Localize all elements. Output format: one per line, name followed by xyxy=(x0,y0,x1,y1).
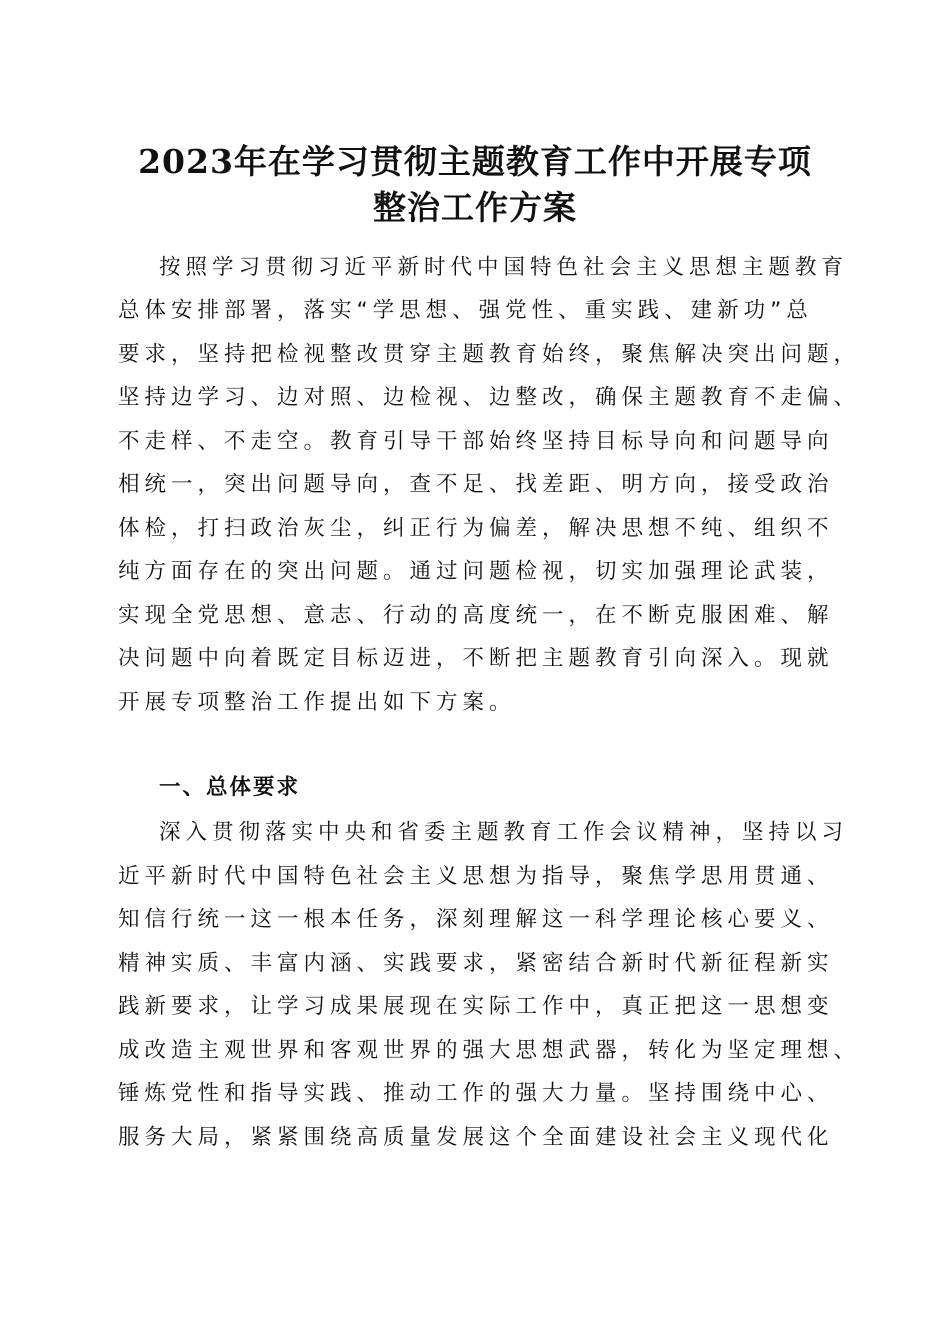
intro-paragraph-line: 坚持边学习、边对照、边检视、边整改，确保主题教育不走偏、 xyxy=(118,385,861,410)
document-title-line-2: 整治工作方案 xyxy=(373,188,577,227)
section1-paragraph-line: 成改造主观世界和客观世界的强大思想武器，转化为坚定理想、 xyxy=(118,1038,861,1063)
intro-paragraph-line: 按照学习贯彻习近平新时代中国特色社会主义思想主题教育 xyxy=(159,255,849,280)
section1-paragraph-line: 锤炼党性和指导实践、推动工作的强大力量。坚持围绕中心、 xyxy=(118,1081,834,1106)
intro-paragraph-line: 总体安排部署，落实“学思想、强党性、重实践、建新功”总 xyxy=(118,298,813,323)
section1-paragraph-line: 知信行统一这一根本任务，深刻理解这一科学理论核心要义、 xyxy=(118,907,834,932)
intro-paragraph-line: 纯方面存在的突出问题。通过问题检视，切实加强理论武装， xyxy=(118,559,834,584)
section1-paragraph-line: 近平新时代中国特色社会主义思想为指导，聚焦学思用贯通、 xyxy=(118,864,834,889)
intro-paragraph-line: 不走样、不走空。教育引导干部始终坚持目标导向和问题导向 xyxy=(118,429,834,454)
intro-paragraph-line: 体检，打扫政治灰尘，纠正行为偏差，解决思想不纯、组织不 xyxy=(118,516,834,541)
section1-paragraph-line: 服务大局，紧紧围绕高质量发展这个全面建设社会主义现代化 xyxy=(118,1125,834,1150)
section1-paragraph-line: 精神实质、丰富内涵、实践要求，紧密结合新时代新征程新实 xyxy=(118,951,834,976)
section1-paragraph-line: 深入贯彻落实中央和省委主题教育工作会议精神，坚持以习 xyxy=(159,820,849,845)
section-heading-general-requirements: 一、总体要求 xyxy=(159,775,301,800)
intro-paragraph-line: 实现全党思想、意志、行动的高度统一，在不断克服困难、解 xyxy=(118,603,834,628)
intro-paragraph-line: 开展专项整治工作提出如下方案。 xyxy=(118,690,516,715)
section1-paragraph-line: 践新要求，让学习成果展现在实际工作中，真正把这一思想变 xyxy=(118,994,834,1019)
intro-paragraph-line: 决问题中向着既定目标迈进，不断把主题教育引向深入。现就 xyxy=(118,646,834,671)
document-title-line-1: 2023年在学习贯彻主题教育工作中开展专项 xyxy=(138,142,812,181)
intro-paragraph-line: 相统一，突出问题导向，查不足、找差距、明方向，接受政治 xyxy=(118,472,834,497)
intro-paragraph-line: 要求，坚持把检视整改贯穿主题教育始终，聚焦解决突出问题， xyxy=(118,342,861,367)
